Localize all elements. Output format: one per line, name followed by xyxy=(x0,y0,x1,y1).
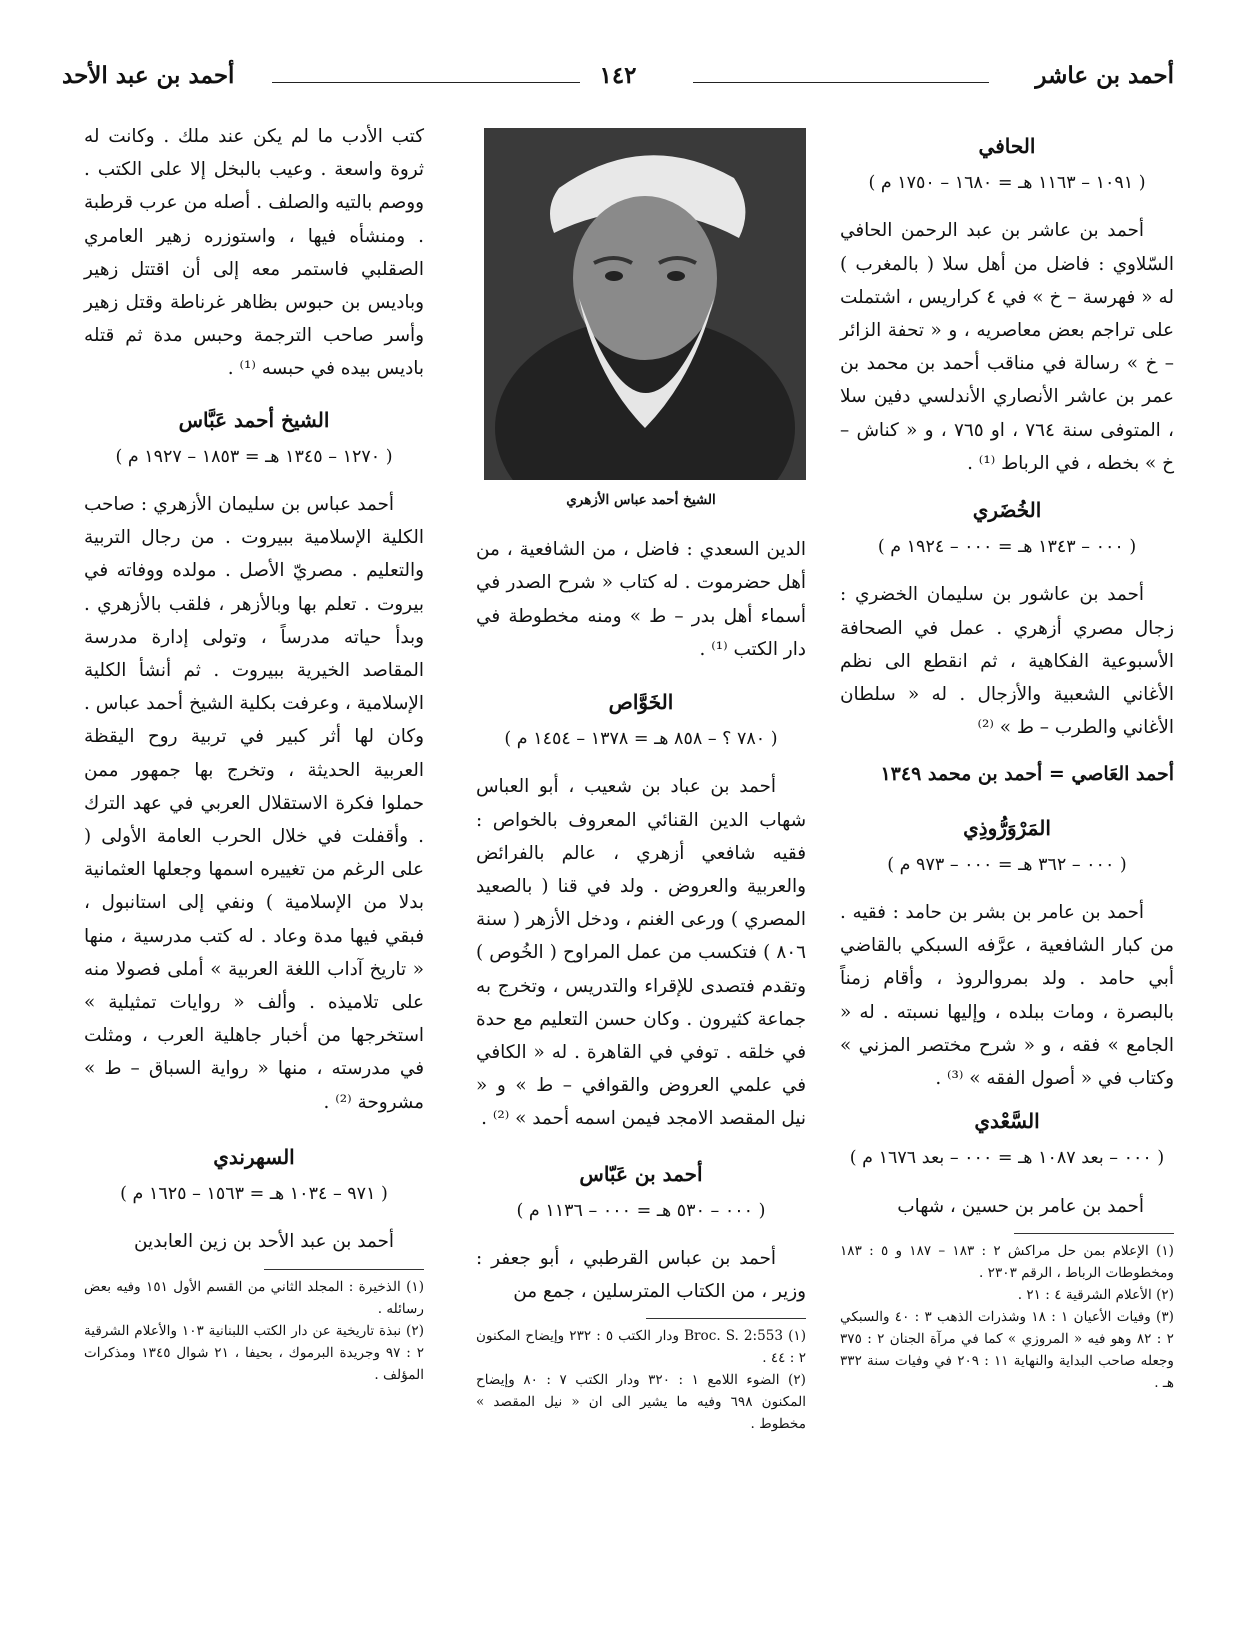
header-rule-left xyxy=(272,82,580,83)
footnote: (١) الإعلام بمن حل مراكش ٢ : ١٨٣ – ١٨٧ و ٥ : ١٨٣ ومخطوطات الرباط ، الرقم ٢٣٠٣ . xyxy=(840,1242,1174,1281)
entry-title: الحافي xyxy=(978,134,1036,158)
entry-title: المَرْوَرُّوذِي xyxy=(963,815,1051,840)
column-left xyxy=(84,120,424,1386)
footnote-rule xyxy=(646,1318,806,1319)
entry-dates: ( ٩٧١ – ١٠٣٤ هـ = ١٥٦٣ – ١٦٢٥ م ) xyxy=(120,1184,388,1205)
footnote: (٢) الأعلام الشرقية ٤ : ٢١ . xyxy=(1017,1286,1174,1303)
footnote-rule xyxy=(264,1269,424,1270)
entry-dates: ( ٠٠٠ – ٥٣٠ هـ = ٠٠٠ – ١١٣٦ م ) xyxy=(516,1200,766,1221)
entry-dates: ( ١٠٩١ – ١١٦٣ هـ = ١٦٨٠ – ١٧٥٠ م ) xyxy=(868,173,1146,194)
entry-title: الشيخ أحمد عَبَّاس xyxy=(178,407,330,432)
footnote-rule xyxy=(1014,1233,1174,1234)
footnote: (٣) وفيات الأعيان ١ : ١٨ وشذرات الذهب ٣ : ٤٠ والسبكي ٢ : ٨٢ وهو فيه « المروزي » كما في مرآة الجنان ٢ : ٣٧٥ وجعله صاحب البداية والنهاية ١١ : ٢٠٩ في وفيات سنة ٣٣٢ هـ . xyxy=(840,1308,1174,1391)
entry-body: أحمد بن عامر بن بشر بن حامد : فقيه . من كبار الشافعية ، عرَّفه السبكي بالقاضي أبي حامد . ولد بمروالروذ ، وأقام زمناً بالبصرة ، ومات ببلده ، وإليها نسبته . له « الجامع » فقه ، و « شرح مختصر المزني » وكتاب في « أصول الفقه » ⁽³⁾ . xyxy=(840,902,1174,1090)
entry-body: أحمد بن عاشور بن سليمان الخضري : زجال مصري أزهري . عمل في الصحافة الأسبوعية الفكاهية ، ثم انقطع الى نظم الأغاني الشعبية والأزجال . له « سلطان الأغاني والطرب – ط » ⁽²⁾ xyxy=(840,584,1174,739)
portrait-photo xyxy=(484,128,806,480)
entry-title: أحمد بن عَبّاس xyxy=(579,1161,703,1186)
entry-dates: ( ٠٠٠ – ٣٦٢ هـ = ٠٠٠ – ٩٧٣ م ) xyxy=(887,854,1127,875)
entry-title: السَّعْدي xyxy=(974,1109,1040,1134)
header-left-entry: أحمد بن عبد الأحد xyxy=(62,62,235,89)
entry-body: أحمد بن عامر بن حسين ، شهاب xyxy=(897,1195,1144,1217)
entry-body-continued: الدين السعدي : فاضل ، من الشافعية ، من أهل حضرموت . له كتاب « شرح الصدر في أسماء أهل بدر – ط » ومنه مخطوطة في دار الكتب ⁽¹⁾ . xyxy=(476,539,806,660)
entry-body: أحمد بن عاشر بن عبد الرحمن الحافي السّلاوي : فاضل من أهل سلا ( بالمغرب ) له « فهرسة – خ » في ٤ كراريس ، اشتملت على تراجم بعض معاصريه ، و « تحفة الزائر – خ » رسالة في مناقب أحمد بن محمد بن عمر بن عاشر الأنصاري الأندلسي دفين سلا ، المتوفى سنة ٧٦٤ ، او ٧٦٥ ، و « كناش – خ » بخطه ، في الرباط ⁽¹⁾ . xyxy=(840,220,1174,474)
entry-body: أحمد بن عبد الأحد بن زين العابدين xyxy=(134,1231,394,1253)
entry-title: الخُضَري xyxy=(972,498,1042,523)
entry-body: أحمد بن عباد بن شعيب ، أبو العباس شهاب الدين القنائي المعروف بالخواص : فقيه شافعي أزهري ، عالم بالفرائض والعربية والعروض . ولد في قنا ( بالصعيد المصري ) ورعى الغنم ، ودخل الأزهر ( سنة ٨٠٦ ) فتكسب من عمل المراوح ( الخُوص ) وتقدم فتصدى للإقراء والتدريس ، وتخرج به جماعة كثيرون . وكان حسن التعليم مع حدة في خلقه . توفي في القاهرة . له « الكافي في علمي العروض والقوافي – ط » و « نيل المقصد الامجد فيمن اسمه أحمد » ⁽²⁾ . xyxy=(476,776,806,1130)
entry-title: السهرندي xyxy=(213,1144,295,1169)
footnote: (٢) الضوء اللامع ١ : ٣٢٠ ودار الكتب ٧ : ٨٠ وإيضاح المكنون ٦٩٨ وفيه ما يشير الى ان « نيل المقصد » مخطوط . xyxy=(476,1372,806,1433)
entry-dates: ( ٠٠٠ – ١٣٤٣ هـ = ٠٠٠ – ١٩٢٤ م ) xyxy=(877,537,1137,558)
page-number: ١٤٢ xyxy=(599,62,637,89)
entry-dates: ( ٧٨٠ ؟ – ٨٥٨ هـ = ١٣٧٨ – ١٤٥٤ م ) xyxy=(504,729,778,750)
column-middle xyxy=(476,120,806,1435)
portrait-illustration xyxy=(484,128,806,480)
photo-caption: الشيخ أحمد عباس الأزهري xyxy=(566,492,716,508)
entry-title: الخَوَّاص xyxy=(608,690,674,715)
entry-dates: ( ٠٠٠ – بعد ١٠٨٧ هـ = ٠٠٠ – بعد ١٦٧٦ م ) xyxy=(849,1148,1165,1169)
column-right xyxy=(840,120,1174,1394)
header-rule-right xyxy=(693,82,989,83)
entry-body: أحمد عباس بن سليمان الأزهري : صاحب الكلية الإسلامية ببيروت . من رجال التربية والتعليم . مصريّ الأصل . مولده ووفاته في بيروت . تعلم بها وبالأزهر ، فلقب بالأزهري . وبدأ حياته مدرساً ، وتولى إدارة مدرسة المقاصد الخيرية ببيروت . ثم أنشأ الكلية الإسلامية ، وعرفت بكلية الشيخ أحمد عباس . وكان لها أثر كبير في تربية روح اليقظة العربية الحديثة ، وتخرج بها جمهور ممن حملوا فكرة الاستقلال العربي في عهد الترك . وأقفلت في خلال الحرب العامة الأولى ( على الرغم من تغييره اسمها وجعلها العثمانية بدلا من الإسلامية ) ونفي إلى استانبول ، فبقي فيها مدة وعاد . له كتب مدرسية ، منها « تاريخ آداب اللغة العربية » أملى فصولا منه على تلاميذه . وألف « روايات تمثيلية » استخرجها من أخبار جاهلية العرب ، ومثلت في مدرسته ، منها « رواية السباق – ط » مشروحة ⁽²⁾ . xyxy=(84,494,424,1113)
header-right-entry: أحمد بن عاشر xyxy=(1035,62,1174,89)
footnote: (١) الذخيرة : المجلد الثاني من القسم الأول ١٥١ وفيه بعض رسائله . xyxy=(84,1278,424,1317)
entry-body-continued: كتب الأدب ما لم يكن عند ملك . وكانت له ثروة واسعة . وعيب بالبخل إلا على الكتب . ووصم بالتيه والصلف . أصله من عرب قرطبة . ومنشأه فيها ، واستوزره زهير العامري الصقلبي فاستمر معه إلى أن اقتتل زهير وباديس بن حبوس بظاهر غرناطة وقتل زهير وأسر صاحب الترجمة وحبس مدة ثم قتله باديس بيده في حبسه ⁽¹⁾ . xyxy=(84,126,424,380)
entry-dates: ( ١٢٧٠ – ١٣٤٥ هـ = ١٨٥٣ – ١٩٢٧ م ) xyxy=(115,446,393,467)
footnote: (٢) نبذة تاريخية عن دار الكتب اللبنانية ١٠٣ والأعلام الشرقية ٢ : ٩٧ وجريدة البرموك ، بحيفا ، ٢١ شوال ١٣٤٥ ومذكرات المؤلف . xyxy=(84,1322,424,1383)
footnote: (١) Broc. S. 2:553 ودار الكتب ٥ : ٢٣٢ وإيضاح المكنون ٢ : ٤٤ . xyxy=(476,1328,806,1367)
running-header xyxy=(62,62,1174,98)
cross-reference: أحمد العَاصي = أحمد بن محمد ١٣٤٩ xyxy=(880,763,1174,786)
entry-body: أحمد بن عباس القرطبي ، أبو جعفر : وزير ، من الكتاب المترسلين ، جمع من xyxy=(476,1248,806,1303)
